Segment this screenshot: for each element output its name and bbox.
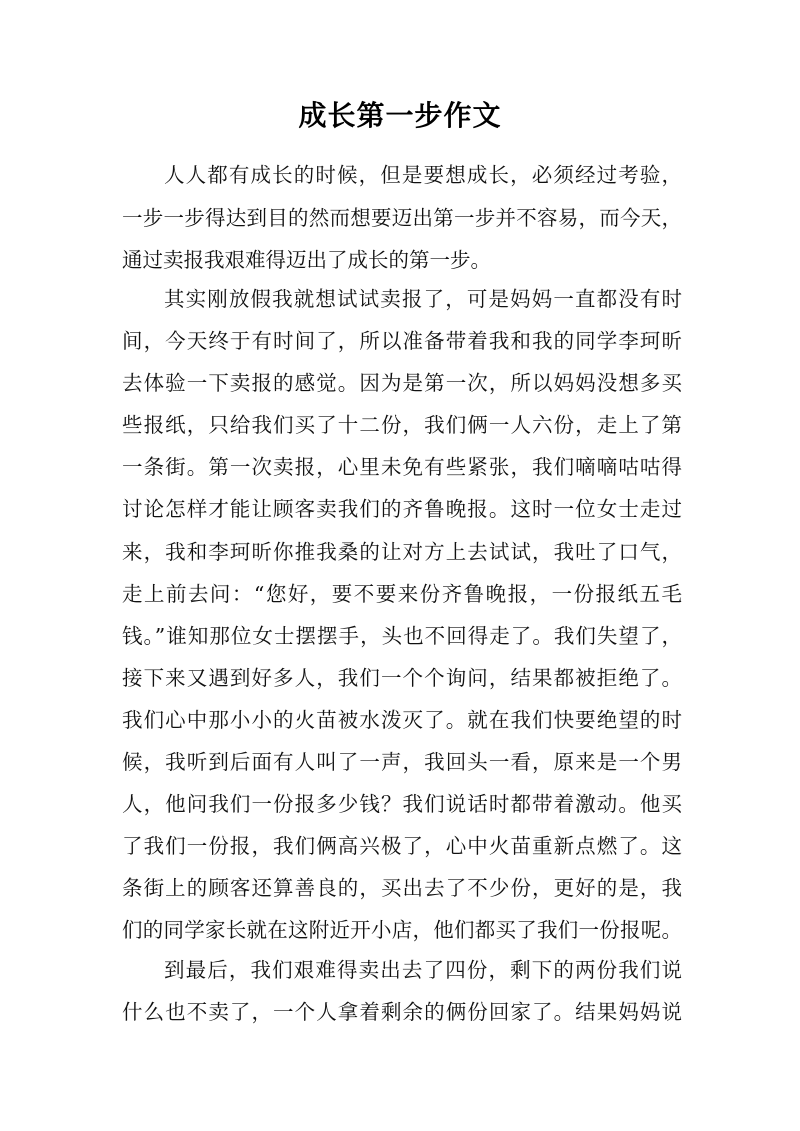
paragraph-2-line-13: 人，他问我们一份报多少钱？我们说话时都带着激动。他买 bbox=[122, 792, 682, 816]
paragraph-2-line-16: 们的同学家长就在这附近开小店，他们都买了我们一份报呢。 bbox=[122, 918, 682, 942]
paragraph-2-line-12: 候，我听到后面有人叫了一声，我回头一看，原来是一个男 bbox=[122, 750, 682, 774]
paragraph-2-line-4: 些报纸，只给我们买了十二份，我们俩一人六份，走上了第 bbox=[122, 413, 682, 437]
paragraph-2-line-15: 条街上的顾客还算善良的，买出去了不少份，更好的是，我 bbox=[122, 876, 682, 900]
document-title: 成长第一步作文 bbox=[298, 99, 502, 132]
paragraph-3-line-1: 到最后，我们艰难得卖出去了四份，剩下的两份我们说 bbox=[164, 958, 682, 982]
paragraph-2-line-5: 一条街。第一次卖报，心里未免有些紧张，我们嘀嘀咕咕得 bbox=[122, 455, 682, 479]
paragraph-1-line-1: 人人都有成长的时候，但是要想成长，必须经过考验， bbox=[164, 163, 682, 187]
paragraph-1-line-2: 一步一步得达到目的然而想要迈出第一步并不容易，而今天， bbox=[122, 206, 682, 230]
paragraph-2-line-10: 接下来又遇到好多人，我们一个个询问，结果都被拒绝了。 bbox=[122, 666, 682, 690]
paragraph-2-line-2: 间，今天终于有时间了，所以准备带着我和我的同学李珂昕 bbox=[122, 329, 682, 353]
paragraph-1-line-3: 通过卖报我艰难得迈出了成长的第一步。 bbox=[122, 248, 491, 272]
paragraph-2-line-6: 讨论怎样才能让顾客卖我们的齐鲁晚报。这时一位女士走过 bbox=[122, 497, 682, 521]
paragraph-2-line-14: 了我们一份报，我们俩高兴极了，心中火苗重新点燃了。这 bbox=[122, 834, 682, 858]
paragraph-2-line-8: 走上前去问：“您好，要不要来份齐鲁晚报，一份报纸五毛 bbox=[122, 582, 682, 606]
paragraph-3-line-2: 什么也不卖了，一个人拿着剩余的俩份回家了。结果妈妈说 bbox=[122, 1000, 682, 1024]
paragraph-2-line-9: 钱。”谁知那位女士摆摆手，头也不回得走了。我们失望了， bbox=[122, 624, 682, 648]
paragraph-2-line-11: 我们心中那小小的火苗被水泼灭了。就在我们快要绝望的时 bbox=[122, 708, 682, 732]
paragraph-2-line-1: 其实刚放假我就想试试卖报了，可是妈妈一直都没有时 bbox=[164, 287, 682, 311]
paragraph-2-line-7: 来，我和李珂昕你推我桑的让对方上去试试，我吐了口气， bbox=[122, 540, 682, 564]
paragraph-2-line-3: 去体验一下卖报的感觉。因为是第一次，所以妈妈没想多买 bbox=[122, 371, 682, 395]
